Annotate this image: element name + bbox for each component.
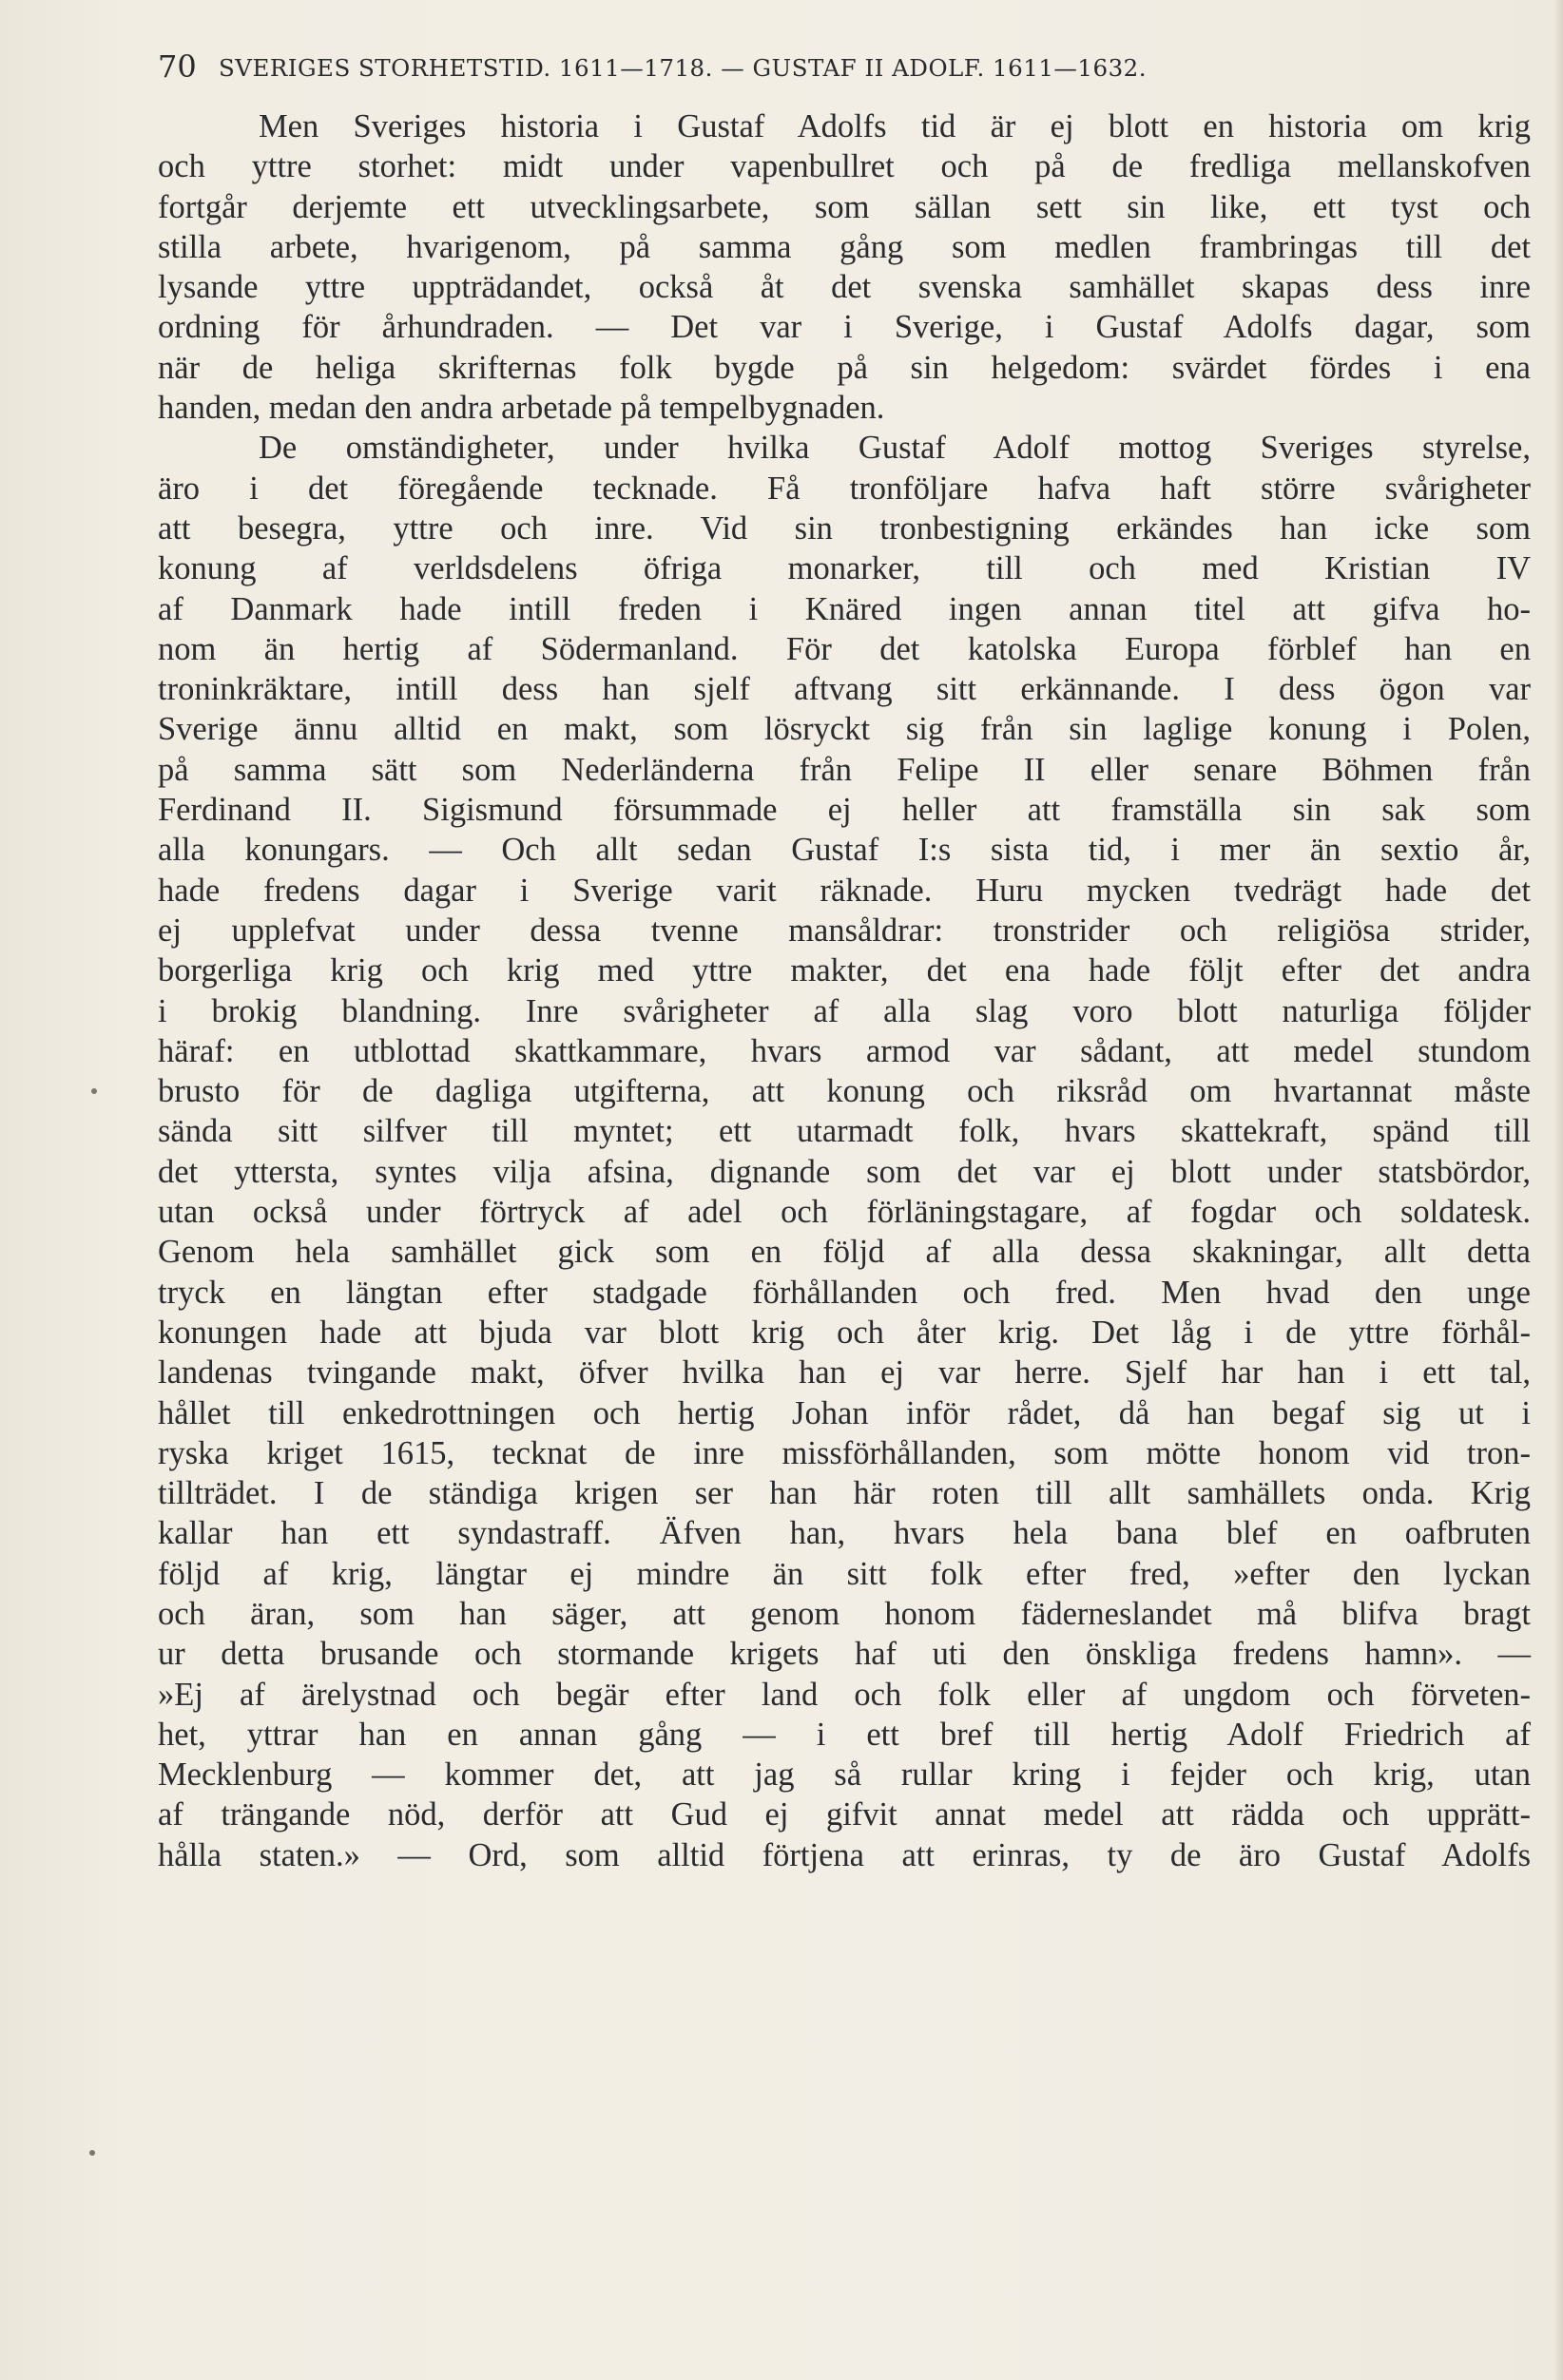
text-line: hållet till enkedrottningen och hertig Johan inför rådet, då han begaf sig ut i [158, 1394, 1531, 1431]
margin-speck [91, 1088, 97, 1094]
text-line: det yttersta, syntes vilja afsina, dignande som det var ej blott under statsbördor, [158, 1153, 1531, 1190]
text-line: ur detta brusande och stormande krigets haf uti den önskliga fredens hamn». — [158, 1636, 1531, 1673]
text-line: troninkräktare, intill dess han sjelf aftvang sitt erkännande. I dess ögon var [158, 671, 1531, 708]
text-line: Sverige ännu alltid en makt, som lösryckt sig från sin laglige konung i Polen, [158, 711, 1531, 748]
text-line: när de heliga skrifternas folk bygde på sin helgedom: svärdet fördes i ena [158, 349, 1531, 386]
page-edge-shadow [1553, 0, 1563, 2380]
text-line: fortgår derjemte ett utvecklingsarbete, som sällan sett sin like, ett tyst och [158, 188, 1531, 225]
text-line: tillträdet. I de ständiga krigen ser han här roten till allt samhällets onda. Krig [158, 1475, 1531, 1512]
page-number: 70 [158, 48, 197, 85]
text-line: af Danmark hade intill freden i Knäred ingen annan titel att gifva ho- [158, 590, 1531, 627]
running-title: SVERIGES STORHETSTID. 1611—1718. — GUSTAF II ADOLF. 1611—1632. [219, 54, 1148, 82]
text-line: brusto för de dagliga utgifterna, att konung och riksråd om hvartannat måste [158, 1073, 1531, 1110]
text-line: ordning för århundraden. — Det var i Sverige, i Gustaf Adolfs dagar, som [158, 309, 1531, 346]
text-line: nom än hertig af Södermanland. För det katolska Europa förblef han en [158, 630, 1531, 667]
text-line: Men Sveriges historia i Gustaf Adolfs tid är ej blott en historia om krig [259, 108, 1531, 144]
text-line: konungen hade att bjuda var blott krig och åter krig. Det låg i de yttre förhål- [158, 1314, 1531, 1351]
text-line: att besegra, yttre och inre. Vid sin tronbestigning erkändes han icke som [158, 509, 1531, 547]
text-line: »Ej af ärelystnad och begär efter land och folk eller af ungdom och förveten- [158, 1676, 1531, 1713]
paragraph-1 [158, 106, 1531, 428]
text-line: sända sitt silfver till myntet; ett utarmadt folk, hvars skattekraft, spänd till [158, 1113, 1531, 1150]
running-head [158, 46, 1527, 87]
text-line: het, yttrar han en annan gång — i ett bref till hertig Adolf Friedrich af [158, 1716, 1531, 1753]
text-line: följd af krig, längtar ej mindre än sitt folk efter fred, »efter den lyckan [158, 1555, 1531, 1592]
text-line: borgerliga krig och krig med yttre makter, det ena hade följt efter det andra [158, 952, 1531, 989]
text-line: De omständigheter, under hvilka Gustaf Adolf mottog Sveriges styrelse, [259, 430, 1531, 467]
text-line: utan också under förtryck af adel och förläningstagare, af fogdar och soldatesk. [158, 1194, 1531, 1231]
text-line: i brokig blandning. Inre svårigheter af alla slag voro blott naturliga följder [158, 992, 1531, 1029]
text-line: Genom hela samhället gick som en följd af alla dessa skakningar, allt detta [158, 1234, 1531, 1271]
text-line: hålla staten.» — Ord, som alltid förtjena att erinras, ty de äro Gustaf Adolfs [158, 1836, 1531, 1873]
text-line: ryska kriget 1615, tecknat de inre missförhållanden, som mötte honom vid tron- [158, 1434, 1531, 1471]
text-line: konung af verldsdelens öfriga monarker, till och med Kristian IV [158, 550, 1531, 587]
text-line: lysande yttre uppträdandet, också åt det svenska samhället skapas dess inre [158, 269, 1531, 306]
text-line: handen, medan den andra arbetade på tempelbygnaden. [158, 390, 885, 427]
text-line: af trängande nöd, derför att Gud ej gifvit annat medel att rädda och upprätt- [158, 1796, 1531, 1833]
paragraph-2 [158, 428, 1531, 1875]
text-line: häraf: en utblottad skattkammare, hvars armod var sådant, att medel stundom [158, 1032, 1531, 1069]
text-line: ej upplefvat under dessa tvenne mansåldrar: tronstrider och religiösa strider, [158, 912, 1531, 949]
text-line: äro i det föregående tecknade. Få tronföljare hafva haft större svårigheter [158, 470, 1531, 507]
text-line: på samma sätt som Nederländerna från Felipe II eller senare Böhmen från [158, 751, 1531, 788]
body-text [158, 106, 1531, 1875]
text-line: kallar han ett syndastraff. Äfven han, hvars hela bana blef en oafbruten [158, 1515, 1531, 1552]
text-line: landenas tvingande makt, öfver hvilka han ej var herre. Sjelf har han i ett tal, [158, 1354, 1531, 1392]
text-line: stilla arbete, hvarigenom, på samma gång som medlen frambringas till det [158, 228, 1531, 265]
text-line: alla konungars. — Och allt sedan Gustaf I:s sista tid, i mer än sextio år, [158, 832, 1531, 869]
text-line: och yttre storhet: midt under vapenbullret och på de fredliga mellanskofven [158, 148, 1531, 185]
text-line: Mecklenburg — kommer det, att jag så rullar kring i fejder och krig, utan [158, 1756, 1531, 1794]
margin-speck [89, 2150, 95, 2156]
text-line: tryck en längtan efter stadgade förhållanden och fred. Men hvad den unge [158, 1274, 1531, 1311]
text-line: hade fredens dagar i Sverige varit räknade. Huru mycken tvedrägt hade det [158, 872, 1531, 909]
text-line: och äran, som han säger, att genom honom fäderneslandet må blifva bragt [158, 1595, 1531, 1632]
text-line: Ferdinand II. Sigismund försummade ej heller att framställa sin sak som [158, 792, 1531, 829]
